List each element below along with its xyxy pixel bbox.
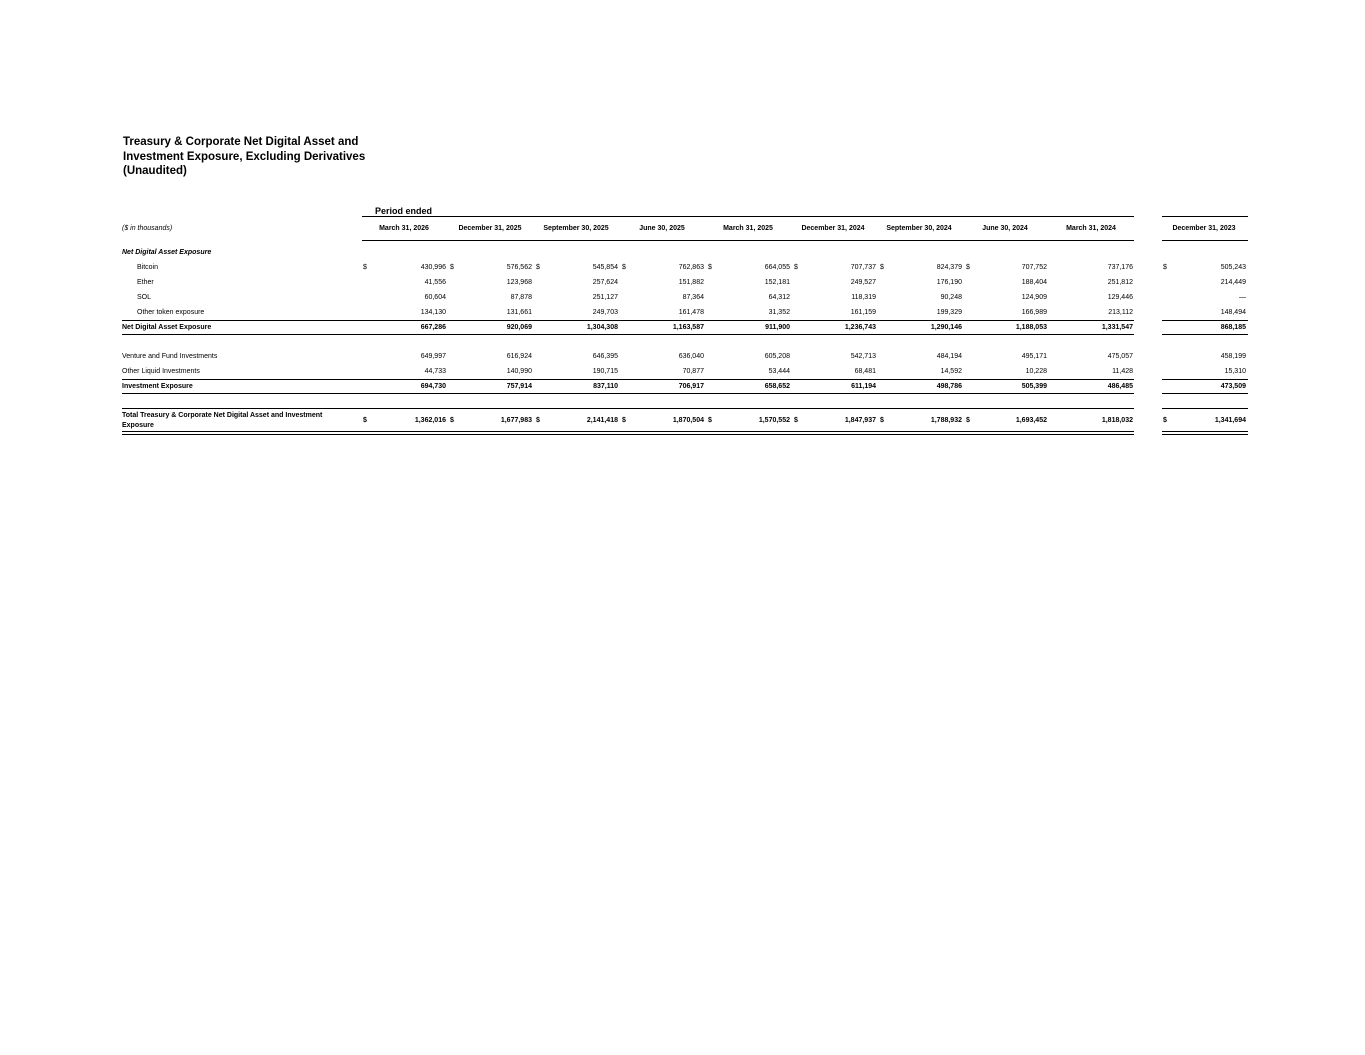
table-cell: 920,069 (506, 324, 532, 331)
table-cell: 124,909 (1021, 294, 1047, 301)
subtotal-rule (122, 379, 1134, 380)
table-cell: 658,652 (764, 383, 790, 390)
table-cell: 762,863 (678, 264, 704, 271)
title-line-3: (Unaudited) (123, 165, 187, 177)
subtotal-rule-last (1162, 334, 1248, 335)
table-cell: 123,968 (506, 279, 532, 286)
units-label: ($ in thousands) (122, 225, 173, 232)
row-label-other-token: Other token exposure (137, 309, 205, 316)
table-cell: 214,449 (1220, 279, 1246, 286)
table-cell: 1,331,547 (1101, 324, 1133, 331)
currency-symbol: $ (622, 264, 626, 271)
table-cell: 60,604 (424, 294, 446, 301)
table-cell: 249,703 (592, 309, 618, 316)
table-cell: 837,110 (593, 383, 618, 390)
table-cell: 707,752 (1021, 264, 1047, 271)
column-header: December 31, 2025 (458, 225, 522, 232)
table-cell: 15,310 (1224, 368, 1246, 375)
total-rule-top-last (1162, 408, 1248, 409)
table-cell: 1,847,937 (844, 417, 876, 424)
header-rule-bottom (362, 240, 1134, 241)
table-cell: 1,236,743 (844, 324, 876, 331)
currency-symbol: $ (880, 264, 884, 271)
table-cell: — (1239, 294, 1246, 301)
table-cell: 1,677,983 (500, 417, 532, 424)
table-cell: 576,562 (506, 264, 532, 271)
table-cell: 475,057 (1107, 353, 1133, 360)
table-cell: 616,924 (506, 353, 532, 360)
table-cell: 1,693,452 (1015, 417, 1047, 424)
table-cell: 251,127 (592, 294, 618, 301)
table-cell: 545,854 (592, 264, 618, 271)
table-cell: 605,208 (764, 353, 790, 360)
column-header: March 31, 2026 (379, 225, 429, 232)
table-cell: 473,509 (1220, 383, 1246, 390)
table-cell: 87,364 (682, 294, 704, 301)
total-double-rule-last (1162, 431, 1248, 435)
table-cell: 41,556 (424, 279, 446, 286)
column-header: June 30, 2025 (639, 225, 685, 232)
table-cell: 667,286 (420, 324, 446, 331)
table-cell: 430,996 (420, 264, 446, 271)
table-cell: 148,494 (1220, 309, 1246, 316)
row-label-sol: SOL (137, 294, 152, 301)
table-cell: 10,228 (1025, 368, 1047, 375)
table-cell: 646,395 (592, 353, 618, 360)
currency-symbol: $ (880, 417, 884, 424)
table-cell: 190,715 (592, 368, 618, 375)
table-cell: 188,404 (1021, 279, 1047, 286)
table-cell: 2,141,418 (586, 417, 618, 424)
table-cell: 636,040 (678, 353, 704, 360)
header-rule-top (362, 216, 1134, 217)
table-cell: 199,329 (936, 309, 962, 316)
table-cell: 495,171 (1021, 353, 1047, 360)
table-cell: 161,159 (850, 309, 876, 316)
table-cell: 64,312 (768, 294, 790, 301)
table-cell: 486,485 (1107, 383, 1133, 390)
column-header: March 31, 2024 (1066, 225, 1116, 232)
section-label: Net Digital Asset Exposure (122, 249, 212, 256)
table-cell: 1,818,032 (1101, 417, 1133, 424)
currency-symbol: $ (622, 417, 626, 424)
table-cell: 151,882 (678, 279, 704, 286)
currency-symbol: $ (966, 264, 970, 271)
column-header: March 31, 2025 (723, 225, 773, 232)
currency-symbol: $ (363, 264, 367, 271)
table-cell: 87,878 (510, 294, 532, 301)
table-cell: 649,997 (420, 353, 446, 360)
table-cell: 458,199 (1220, 353, 1246, 360)
currency-symbol: $ (708, 264, 712, 271)
currency-symbol: $ (966, 417, 970, 424)
row-label-venture-fund: Venture and Fund Investments (122, 353, 218, 360)
table-cell: 1,290,146 (930, 324, 962, 331)
table-cell: 31,352 (768, 309, 790, 316)
table-cell: 505,399 (1021, 383, 1047, 390)
table-cell: 911,900 (765, 324, 790, 331)
currency-symbol: $ (794, 417, 798, 424)
currency-symbol: $ (536, 417, 540, 424)
table-cell: 1,304,308 (586, 324, 618, 331)
subtotal-rule (122, 393, 1134, 394)
currency-symbol: $ (450, 417, 454, 424)
table-cell: 824,379 (936, 264, 962, 271)
table-cell: 505,243 (1220, 264, 1246, 271)
currency-symbol: $ (536, 264, 540, 271)
table-cell: 251,812 (1107, 279, 1133, 286)
row-label-ether: Ether (137, 279, 154, 286)
total-double-rule (122, 431, 1134, 435)
table-cell: 68,481 (854, 368, 876, 375)
table-cell: 611,194 (851, 383, 876, 390)
table-cell: 664,055 (764, 264, 790, 271)
subtotal-rule (122, 334, 1134, 335)
header-rule-top-last (1162, 216, 1248, 217)
column-header: September 30, 2024 (886, 225, 952, 232)
row-label-total: Total Treasury & Corporate Net Digital Asset and Investment Exposure (122, 412, 323, 429)
subtotal-rule-last (1162, 320, 1248, 321)
table-cell: 1,341,694 (1214, 417, 1246, 424)
currency-symbol: $ (708, 417, 712, 424)
currency-symbol: $ (450, 264, 454, 271)
table-cell: 140,990 (506, 368, 532, 375)
table-cell: 484,194 (936, 353, 962, 360)
table-cell: 152,181 (764, 279, 790, 286)
currency-symbol: $ (1163, 417, 1167, 424)
subtotal-rule (122, 320, 1134, 321)
currency-symbol: $ (794, 264, 798, 271)
column-header: June 30, 2024 (982, 225, 1028, 232)
table-cell: 176,190 (936, 279, 962, 286)
table-cell: 757,914 (506, 383, 532, 390)
table-cell: 11,428 (1112, 368, 1133, 375)
table-cell: 166,989 (1021, 309, 1047, 316)
table-cell: 213,112 (1108, 309, 1133, 316)
table-cell: 1,163,587 (672, 324, 704, 331)
table-cell: 1,870,504 (672, 417, 704, 424)
table-cell: 707,737 (850, 264, 876, 271)
table-cell: 706,917 (678, 383, 704, 390)
row-label-other-liquid: Other Liquid Investments (122, 368, 200, 375)
report-title (123, 135, 365, 179)
subtotal-rule-last (1162, 379, 1248, 380)
row-label-bitcoin: Bitcoin (137, 264, 159, 271)
column-header: September 30, 2025 (543, 225, 609, 232)
currency-symbol: $ (363, 417, 367, 424)
table-cell: 161,478 (678, 309, 704, 316)
table-cell: 129,446 (1107, 294, 1133, 301)
currency-symbol: $ (1163, 264, 1167, 271)
table-cell: 90,248 (940, 294, 962, 301)
table-cell: 118,319 (851, 294, 876, 301)
table-cell: 542,713 (850, 353, 876, 360)
column-header: December 31, 2023 (1172, 225, 1236, 232)
column-header: December 31, 2024 (801, 225, 865, 232)
title-line-1: Treasury & Corporate Net Digital Asset and (123, 136, 359, 148)
table-cell: 1,570,552 (758, 417, 790, 424)
row-label-net-digital-asset: Net Digital Asset Exposure (122, 324, 212, 331)
table-cell: 737,176 (1107, 264, 1133, 271)
table-cell: 131,661 (506, 309, 532, 316)
header-rule-bottom-last (1162, 240, 1248, 241)
row-label-investment-exposure: Investment Exposure (122, 383, 193, 390)
table-cell: 498,786 (936, 383, 962, 390)
table-cell: 53,444 (768, 368, 790, 375)
period-label: Period ended (375, 206, 433, 216)
title-line-2: Investment Exposure, Excluding Derivatives (123, 150, 366, 163)
table-cell: 257,624 (592, 279, 618, 286)
table-cell: 44,733 (424, 368, 446, 375)
table-cell: 14,592 (940, 368, 962, 375)
total-rule-top (122, 408, 1134, 409)
table-cell: 249,527 (850, 279, 876, 286)
table-cell: 134,130 (420, 309, 446, 316)
table-cell: 694,730 (420, 383, 446, 390)
table-cell: 1,788,932 (930, 417, 962, 424)
table-cell: 868,185 (1220, 324, 1246, 331)
subtotal-rule-last (1162, 393, 1248, 394)
table-cell: 70,877 (682, 368, 704, 375)
table-cell: 1,188,053 (1015, 324, 1047, 331)
table-cell: 1,362,016 (414, 417, 446, 424)
